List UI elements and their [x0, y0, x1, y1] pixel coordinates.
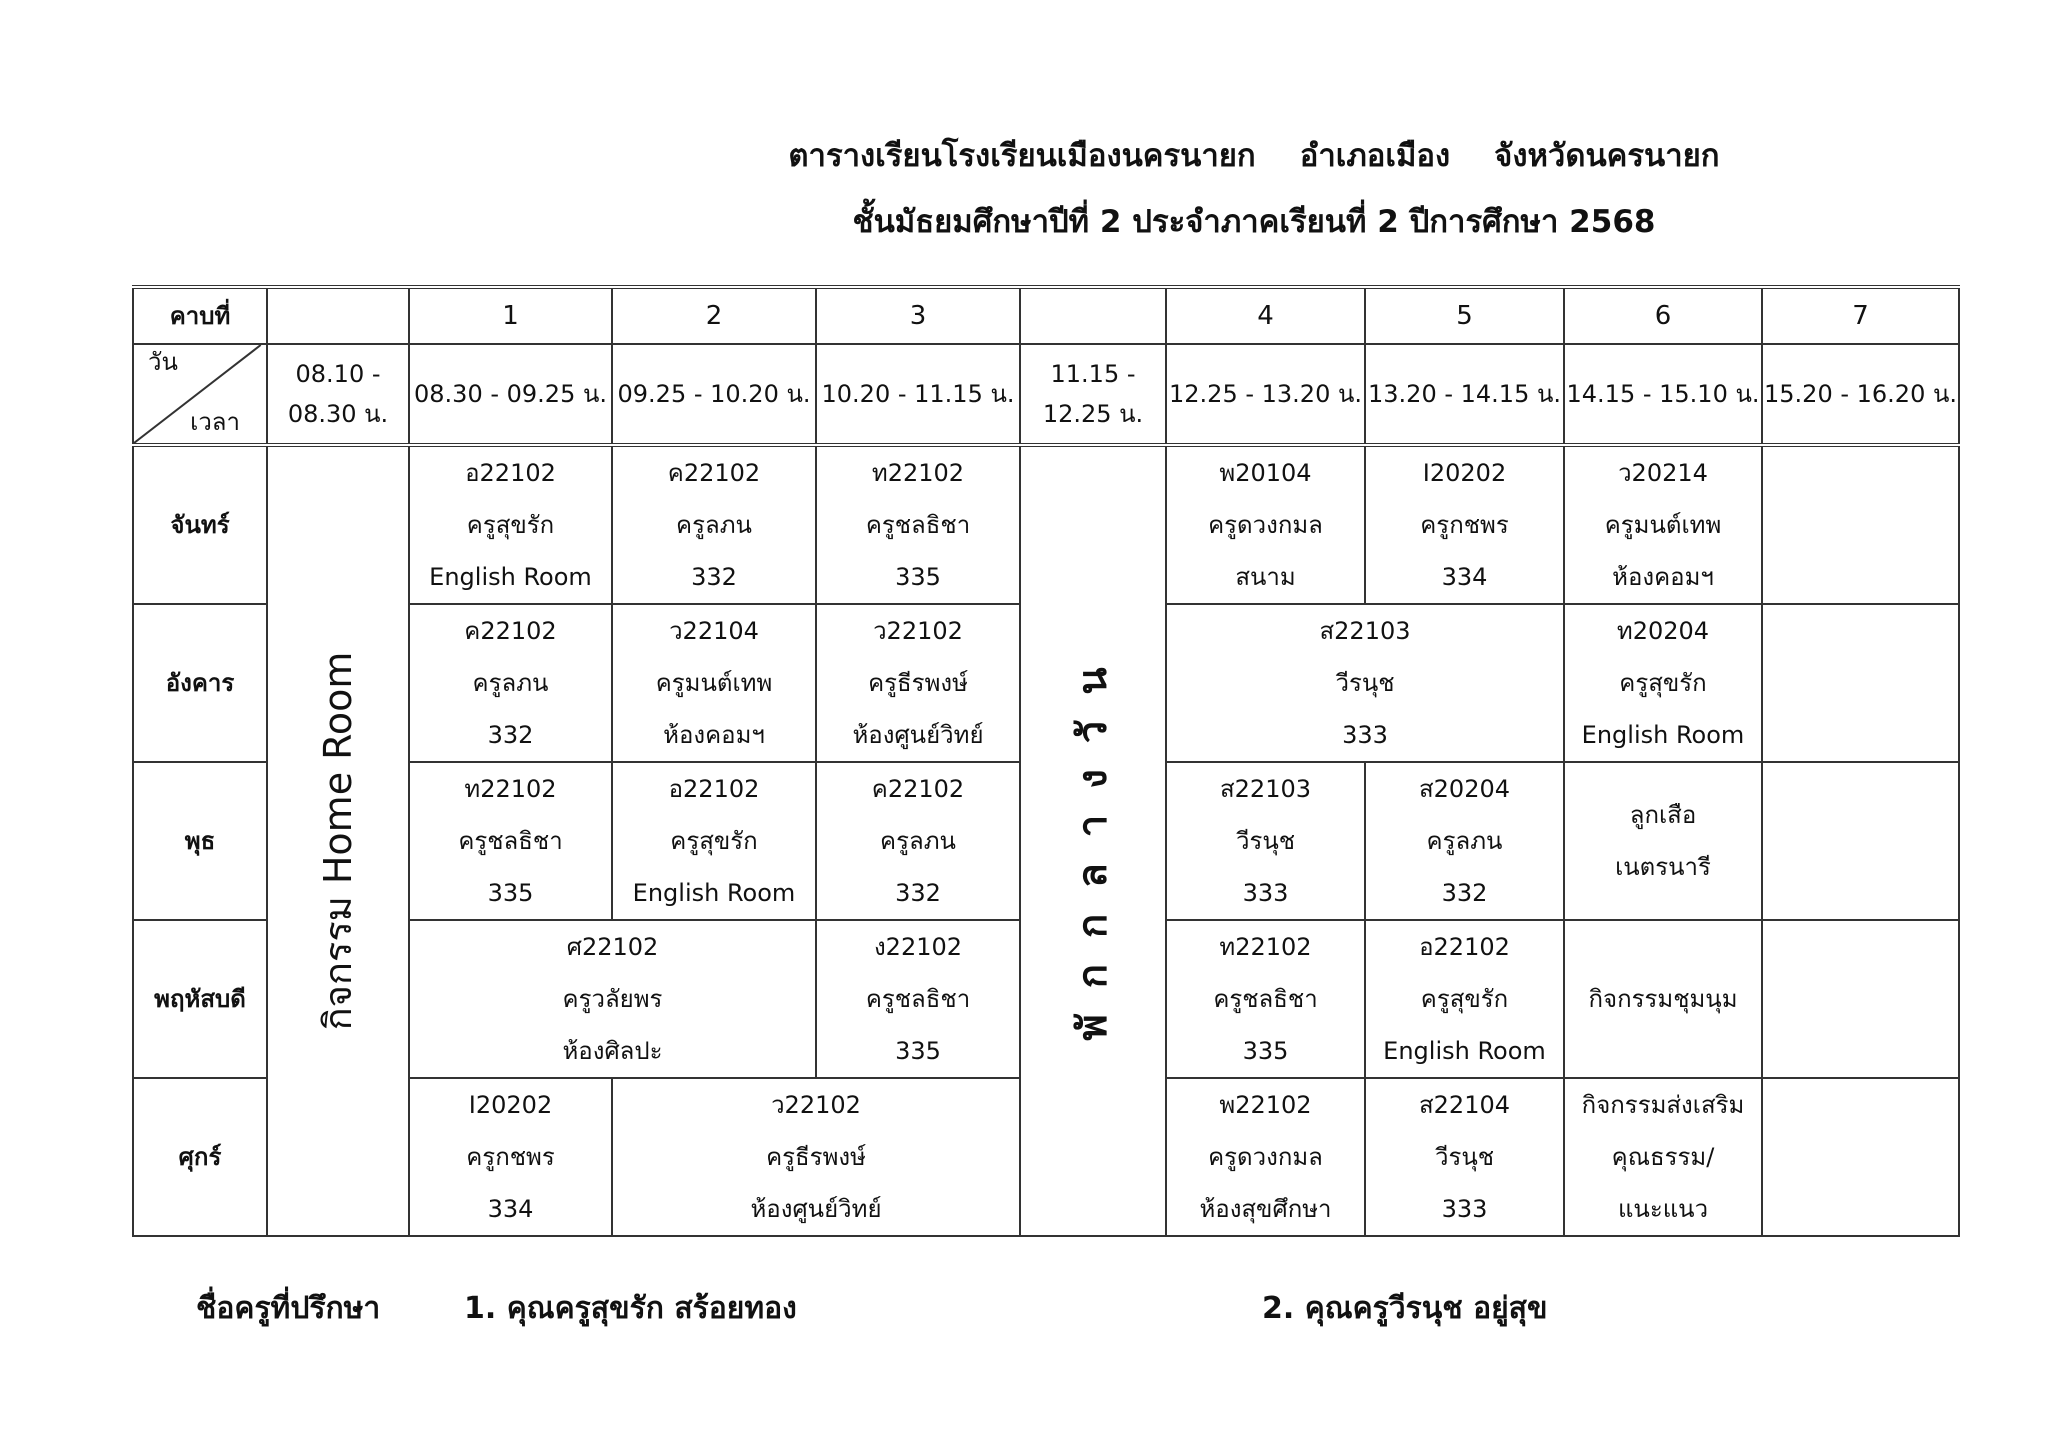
cell-line: ครูสุขรัก [1619, 669, 1707, 697]
cell-line: ว22104 [669, 617, 759, 645]
day-name: พฤหัสบดี [133, 920, 267, 1078]
cell-line: English Room [429, 563, 592, 591]
cell-line: English Room [1383, 1037, 1546, 1065]
cell-line: I20202 [1422, 459, 1507, 487]
class-cell [409, 762, 612, 920]
cell-line: ว22102 [873, 617, 963, 645]
class-cell [612, 445, 816, 604]
cell-line: 332 [487, 721, 534, 749]
class-cell [1166, 445, 1365, 604]
timetable [132, 285, 1960, 1237]
cell-line: 334 [1441, 563, 1488, 591]
class-cell [1365, 445, 1564, 604]
cell-line: English Room [1581, 721, 1745, 749]
cell-line: กิจกรรมชุมนุม [1588, 985, 1738, 1013]
period-time: 09.25 - 10.20 น. [612, 344, 816, 445]
cell-line: ครูมนต์เทพ [1604, 511, 1722, 539]
empty-cell [1762, 1078, 1959, 1236]
cell-line: 335 [895, 1037, 941, 1065]
cell-line: ครูชลธิชา [865, 511, 971, 539]
cell-line: ครูมนต์เทพ [655, 669, 773, 697]
cell-line: ครูชลธิชา [1213, 985, 1318, 1013]
cell-line: ครูลภน [676, 511, 752, 539]
cell-line: ครูลภน [1426, 827, 1503, 855]
cell-line: แนะแนว [1617, 1195, 1709, 1223]
class-cell [816, 445, 1020, 604]
cell-line: ห้องคอมฯ [1612, 563, 1714, 591]
cell-line: ห้องศิลปะ [562, 1037, 663, 1065]
cell-line: ศ22102 [566, 933, 659, 961]
class-cell [1166, 920, 1365, 1078]
period-number: 6 [1564, 287, 1762, 344]
lunch-label: พักกลางวัน [1070, 641, 1116, 1041]
cell-line: 335 [487, 879, 534, 907]
time-header-row [133, 344, 1959, 445]
cell-line: ห้องคอมฯ [663, 721, 765, 749]
cell-line: ครูดวงกมล [1208, 1143, 1323, 1171]
cell-line: ครูลภน [472, 669, 549, 697]
cell-line: อ22102 [465, 459, 556, 487]
advisor-teacher-2: 2. คุณครูวีรนุช อยู่สุข [1262, 1291, 1548, 1326]
day-label: วัน [148, 348, 178, 376]
homeroom-label: กิจกรรม Home Room [316, 651, 360, 1031]
period-time: 12.25 - 13.20 น. [1166, 344, 1365, 445]
cell-line: พ20104 [1219, 459, 1312, 487]
empty-cell [1762, 762, 1959, 920]
cell-line: ห้องสุขศึกษา [1199, 1195, 1332, 1223]
class-cell [612, 762, 816, 920]
class-cell [1365, 762, 1564, 920]
period-header-row [133, 287, 1959, 344]
empty-cell [1762, 604, 1959, 762]
document-subtitle: ชั้นมัธยมศึกษาปีที่ 2 ประจำภาคเรียนที่ 2 ปีการศึกษา 2568 [852, 204, 1656, 240]
day-name: อังคาร [133, 604, 267, 762]
cell-line: ครูดวงกมล [1208, 511, 1323, 539]
day-name: พุธ [133, 762, 267, 920]
lunch-time [1020, 344, 1166, 445]
homeroom-time [267, 344, 409, 445]
day-name: จันทร์ [133, 445, 267, 604]
time-start: 11.15 - [1050, 360, 1136, 388]
cell-line: ส20204 [1419, 775, 1510, 803]
period-label: คาบที่ [133, 287, 267, 344]
cell-line: ครูชลธิชา [865, 985, 971, 1013]
period-time: 13.20 - 14.15 น. [1365, 344, 1564, 445]
time-label: เวลา [190, 408, 240, 436]
cell-line: 335 [895, 563, 941, 591]
advisor-teacher-1: 1. คุณครูสุขรัก สร้อยทอง [464, 1291, 797, 1326]
activity-cell [1564, 762, 1762, 920]
cell-line: ค22102 [667, 459, 761, 487]
activity-cell [1564, 1078, 1762, 1236]
cell-line: พ22102 [1219, 1091, 1312, 1119]
class-cell [1564, 604, 1762, 762]
class-cell [1166, 762, 1365, 920]
period-number: 1 [409, 287, 612, 344]
cell-line: กิจกรรมส่งเสริม [1581, 1091, 1745, 1119]
cell-line: ท22102 [464, 775, 557, 803]
cell-line: 335 [1242, 1037, 1289, 1065]
cell-line: ท22102 [871, 459, 965, 487]
period-number: 7 [1762, 287, 1959, 344]
cell-line: อ22102 [1419, 933, 1510, 961]
cell-line: ครูธีรพงษ์ [868, 669, 968, 697]
period-time: 08.30 - 09.25 น. [409, 344, 612, 445]
cell-line: 333 [1441, 1195, 1488, 1223]
period-number: 5 [1365, 287, 1564, 344]
document-title [230, 130, 2048, 180]
class-cell [409, 1078, 612, 1236]
time-start: 08.10 - [295, 360, 381, 388]
period-time: 14.15 - 15.10 น. [1564, 344, 1762, 445]
cell-line: I20202 [468, 1091, 553, 1119]
class-cell [816, 920, 1020, 1078]
class-cell [409, 604, 612, 762]
cell-line: ครูวลัยพร [562, 985, 663, 1013]
period-number: 2 [612, 287, 816, 344]
advisor-label: ชื่อครูที่ปรึกษา [196, 1291, 381, 1326]
cell-line: ลูกเสือ [1629, 801, 1697, 829]
cell-line: ครูธีรพงษ์ [766, 1143, 866, 1171]
cell-line: วีรนุช [1434, 1143, 1495, 1171]
cell-line: 332 [895, 879, 941, 907]
lunch-column [1020, 445, 1166, 1236]
empty-cell [1762, 445, 1959, 604]
lunch-period-header [1020, 287, 1166, 344]
school-name: ตารางเรียนโรงเรียนเมืองนครนายก [788, 138, 1256, 174]
cell-line: คุณธรรม/ [1611, 1143, 1715, 1171]
cell-line: ครูกชพร [466, 1143, 555, 1171]
cell-line: เนตรนารี [1615, 853, 1711, 881]
cell-line: ว20214 [1618, 459, 1708, 487]
time-end: 12.25 น. [1042, 400, 1144, 428]
cell-line: ส22103 [1220, 775, 1311, 803]
cell-line: ว22102 [771, 1091, 861, 1119]
cell-line: วีรนุช [1235, 827, 1296, 855]
period-time: 15.20 - 16.20 น. [1762, 344, 1959, 445]
class-cell [816, 762, 1020, 920]
cell-line: ครูลภน [880, 827, 956, 855]
cell-line: ค22102 [871, 775, 965, 803]
cell-line: English Room [632, 879, 796, 907]
class-cell [1166, 1078, 1365, 1236]
homeroom-period-header [267, 287, 409, 344]
day-row-monday [133, 445, 1959, 604]
cell-line: ค22102 [464, 617, 557, 645]
cell-line: วีรนุช [1335, 669, 1395, 697]
cell-line: ง22102 [873, 933, 963, 961]
empty-cell [1762, 920, 1959, 1078]
day-name: ศุกร์ [133, 1078, 267, 1236]
class-cell [612, 604, 816, 762]
cell-line: ส22104 [1419, 1091, 1510, 1119]
period-number: 3 [816, 287, 1020, 344]
cell-line: ครูสุขรัก [1420, 985, 1509, 1013]
class-cell-double [612, 1078, 1020, 1236]
class-cell [1564, 445, 1762, 604]
cell-line: 333 [1242, 879, 1289, 907]
cell-line: ครูสุขรัก [466, 511, 555, 539]
province-name: จังหวัดนครนายก [1494, 138, 1720, 174]
period-time: 10.20 - 11.15 น. [816, 344, 1020, 445]
cell-line: ครูสุขรัก [670, 827, 758, 855]
cell-line: อ22102 [668, 775, 760, 803]
homeroom-column [267, 445, 409, 1236]
class-cell [1365, 920, 1564, 1078]
cell-line: ห้องศูนย์วิทย์ [750, 1195, 882, 1223]
cell-line: ส22103 [1319, 617, 1411, 645]
class-cell-double [409, 920, 816, 1078]
class-cell [1365, 1078, 1564, 1236]
class-cell-double [1166, 604, 1564, 762]
cell-line: 332 [691, 563, 737, 591]
class-cell [409, 445, 612, 604]
cell-line: 333 [1342, 721, 1388, 749]
cell-line: 332 [1441, 879, 1488, 907]
cell-line: สนาม [1235, 563, 1296, 591]
activity-cell [1564, 920, 1762, 1078]
cell-line: ครูชลธิชา [458, 827, 563, 855]
period-number: 4 [1166, 287, 1365, 344]
time-end: 08.30 น. [287, 400, 389, 428]
cell-line: ท20204 [1616, 617, 1710, 645]
cell-line: 334 [487, 1195, 534, 1223]
district-name: อำเภอเมือง [1299, 138, 1451, 174]
cell-line: ครูกชพร [1420, 511, 1509, 539]
day-time-corner [133, 344, 267, 445]
cell-line: ท22102 [1219, 933, 1312, 961]
cell-line: ห้องศูนย์วิทย์ [852, 721, 984, 749]
class-cell [816, 604, 1020, 762]
